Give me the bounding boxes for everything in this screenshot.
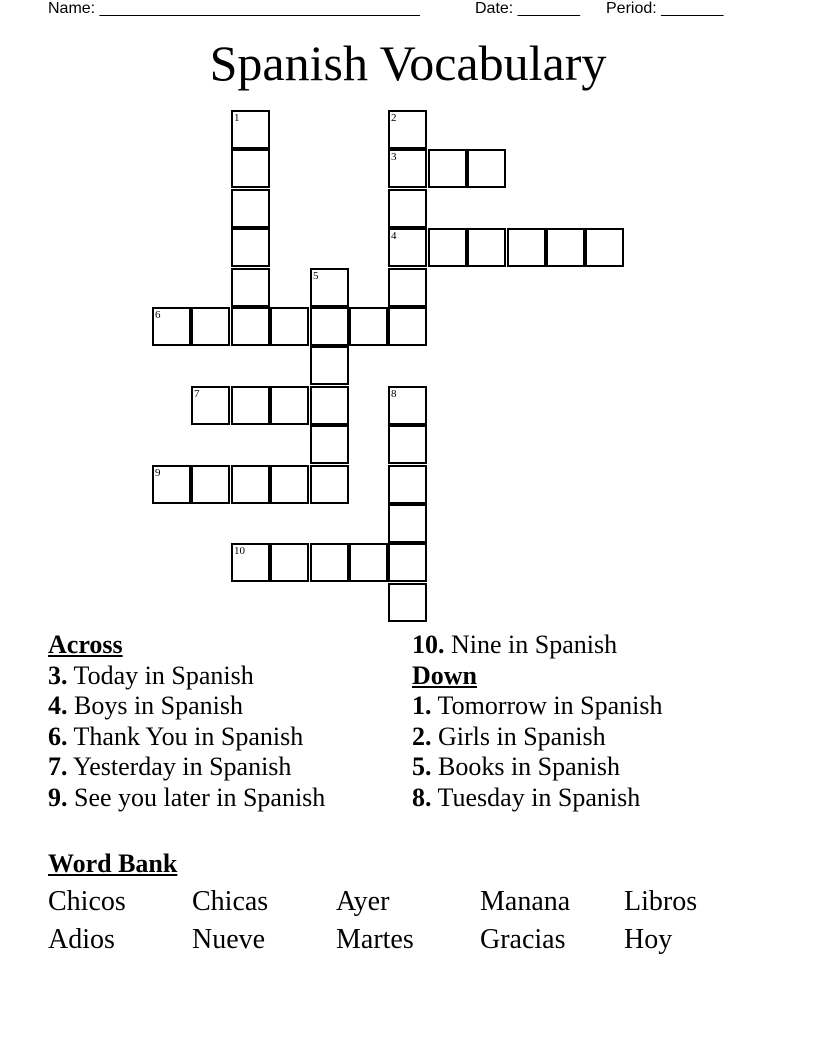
crossword-cell[interactable] (231, 307, 270, 346)
crossword-cell[interactable] (467, 149, 506, 188)
crossword-cell[interactable] (310, 543, 349, 582)
crossword-cell[interactable] (388, 386, 427, 425)
crossword-cell[interactable] (152, 307, 191, 346)
crossword-cell[interactable] (507, 228, 546, 267)
date-field-label: Date: _______ (475, 0, 580, 17)
clue-number: 8 (391, 388, 397, 400)
word-bank-title: Word Bank (48, 849, 178, 878)
clue-number: 7 (194, 388, 200, 400)
word-bank-word: Chicos (48, 886, 126, 917)
crossword-cell[interactable] (388, 504, 427, 543)
clue-number: 5 (313, 270, 319, 282)
crossword-cell[interactable] (388, 425, 427, 464)
clue-number: 10 (234, 545, 245, 557)
word-bank-word: Gracias (480, 924, 566, 955)
clue-across-9: 9. See you later in Spanish (48, 782, 326, 812)
clue-number: 9 (155, 467, 161, 479)
crossword-cell[interactable] (388, 268, 427, 307)
crossword-cell[interactable] (191, 465, 230, 504)
crossword-cell[interactable] (388, 149, 427, 188)
word-bank-word: Martes (336, 924, 414, 955)
word-bank-word: Hoy (624, 924, 673, 955)
crossword-cell[interactable] (270, 307, 309, 346)
clue-number: 6 (155, 309, 161, 321)
crossword-cell[interactable] (231, 543, 270, 582)
word-bank-word: Ayer (336, 886, 390, 917)
crossword-cell[interactable] (388, 228, 427, 267)
crossword-cell[interactable] (191, 386, 230, 425)
clue-down-8: 8. Tuesday in Spanish (412, 782, 641, 812)
word-bank-word: Libros (624, 886, 698, 917)
crossword-cell[interactable] (428, 228, 467, 267)
crossword-cell[interactable] (467, 228, 506, 267)
crossword-cell[interactable] (310, 268, 349, 307)
clue-across-6: 6. Thank You in Spanish (48, 721, 304, 751)
word-bank-word: Adios (48, 924, 115, 955)
crossword-cell[interactable] (310, 346, 349, 385)
crossword-cell[interactable] (270, 543, 309, 582)
crossword-cell[interactable] (388, 583, 427, 622)
crossword-cell[interactable] (310, 307, 349, 346)
crossword-cell[interactable] (388, 543, 427, 582)
crossword-cell[interactable] (231, 189, 270, 228)
crossword-cell[interactable] (231, 110, 270, 149)
crossword-cell[interactable] (231, 149, 270, 188)
clue-number: 1 (234, 112, 240, 124)
crossword-cell[interactable] (349, 307, 388, 346)
clue-down-2: 2. Girls in Spanish (412, 721, 606, 751)
crossword-cell[interactable] (231, 465, 270, 504)
clue-column-right (412, 630, 662, 814)
crossword-cell[interactable] (388, 465, 427, 504)
clue-number: 2 (391, 112, 397, 124)
clue-across-10: 10. Nine in Spanish (412, 630, 618, 659)
clue-number: 4 (391, 230, 397, 242)
crossword-cell[interactable] (191, 307, 230, 346)
clue-down-1: 1. Tomorrow in Spanish (412, 691, 663, 721)
clue-down-5: 5. Books in Spanish (412, 752, 621, 782)
crossword-cell[interactable] (231, 228, 270, 267)
crossword-cell[interactable] (388, 110, 427, 149)
across-heading: Across (48, 630, 123, 659)
crossword-cell[interactable] (388, 189, 427, 228)
period-field-label: Period: _______ (606, 0, 724, 17)
word-bank-word: Manana (480, 886, 571, 917)
crossword-cell[interactable] (270, 386, 309, 425)
clue-across-4: 4. Boys in Spanish (48, 691, 244, 721)
name-field-label: Name: ____________________________________ (48, 0, 420, 17)
page-title: Spanish Vocabulary (209, 35, 607, 91)
crossword-cell[interactable] (231, 268, 270, 307)
word-bank-word: Chicas (192, 886, 269, 917)
crossword-cell[interactable] (428, 149, 467, 188)
clue-number: 3 (391, 151, 397, 163)
crossword-cell[interactable] (349, 543, 388, 582)
crossword-cell[interactable] (585, 228, 624, 267)
crossword-cell[interactable] (310, 465, 349, 504)
crossword-cell[interactable] (152, 465, 191, 504)
clue-across-3: 3. Today in Spanish (48, 660, 254, 690)
down-heading: Down (412, 660, 478, 690)
crossword-cell[interactable] (310, 425, 349, 464)
crossword-cell[interactable] (310, 386, 349, 425)
crossword-grid (152, 110, 632, 626)
word-bank-word: Nueve (192, 924, 266, 955)
worksheet-header (0, 0, 816, 20)
crossword-cell[interactable] (388, 307, 427, 346)
clue-column-left (48, 630, 325, 814)
crossword-cell[interactable] (270, 465, 309, 504)
clue-across-7: 7. Yesterday in Spanish (48, 752, 292, 782)
crossword-cell[interactable] (231, 386, 270, 425)
crossword-cell[interactable] (546, 228, 585, 267)
